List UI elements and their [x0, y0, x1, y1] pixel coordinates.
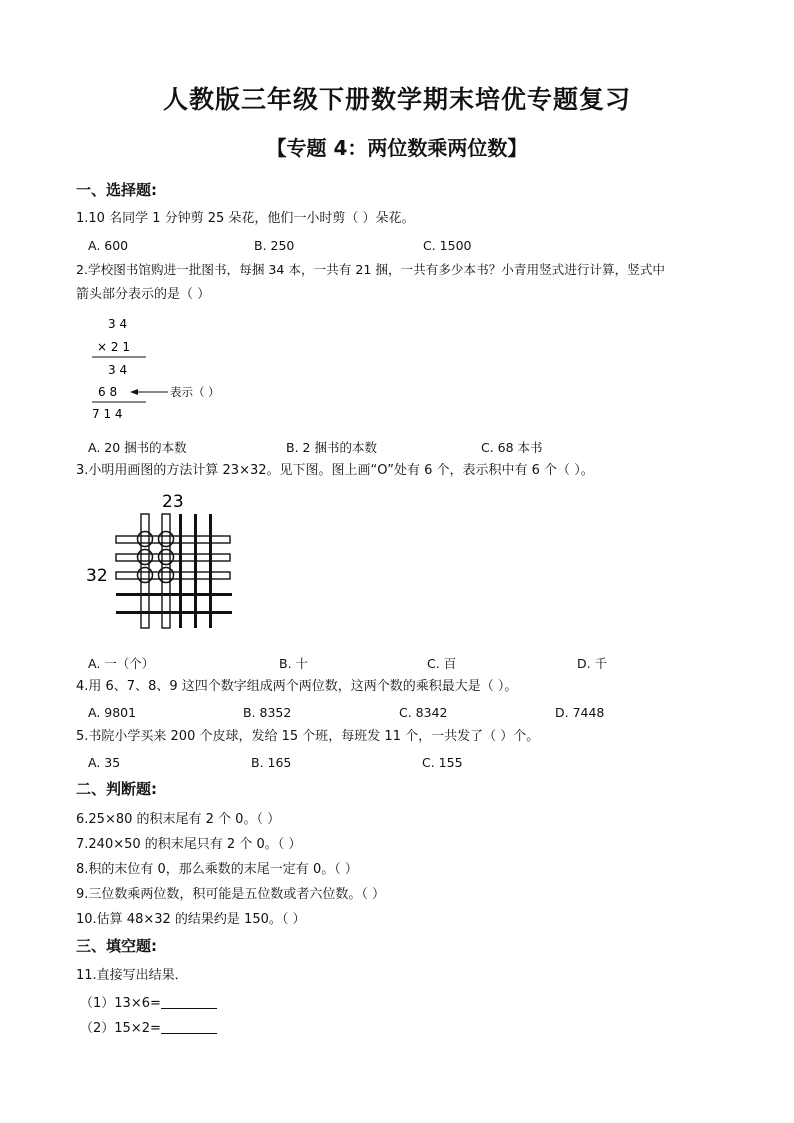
q4-option-a: A. 9801	[88, 705, 137, 720]
figure-row-34: 3 4	[108, 317, 128, 331]
q3-option-b: B. 十	[279, 656, 309, 671]
question-4: 4.用 6、7、8、9 这四个数字组成两个两位数，这两个数的乘积最大是（ ）。	[76, 679, 518, 694]
question-2-line2: 箭头部分表示的是（ ）	[76, 287, 211, 302]
section-judge-heading: 二、判断题:	[76, 780, 157, 798]
figure-label-23: 23	[162, 492, 184, 512]
q5-option-a: A. 35	[88, 755, 121, 770]
q2-option-c: C. 68 本书	[481, 440, 543, 455]
question-11: 11.直接写出结果．	[76, 968, 188, 983]
q4-option-c: C. 8342	[399, 705, 448, 720]
figure-row-714: 7 1 4	[92, 407, 123, 421]
q3-option-d: D. 千	[577, 656, 608, 671]
horizontal-solid-line	[116, 593, 232, 596]
figure-row-68: 6 8	[98, 385, 118, 399]
section-choice-heading: 一、选择题:	[76, 181, 157, 199]
q3-option-c: C. 百	[427, 656, 457, 671]
page-title: 人教版三年级下册数学期末培优专题复习	[162, 85, 631, 114]
figure-arrow-label: 表示（ ）	[170, 385, 220, 399]
q5-option-b: B. 165	[251, 755, 292, 770]
arrow-head-icon	[130, 389, 138, 395]
figure-row-x21: × 2 1	[97, 340, 130, 354]
q1-option-a: A. 600	[88, 238, 129, 253]
answer-blank[interactable]	[161, 1019, 217, 1034]
question-5: 5.书院小学买来 200 个皮球，发给 15 个班，每班发 11 个，一共发了（ ）个。	[76, 729, 540, 744]
horizontal-solid-line	[116, 611, 232, 614]
vertical-solid-line	[209, 514, 212, 628]
q3-option-a: A. 一（个）	[88, 656, 155, 671]
q11-item-1-text: （1）13×6=	[80, 996, 161, 1011]
judge-item-6: 6.25×80 的积末尾有 2 个 0。（ ）	[76, 812, 281, 827]
q2-option-b: B. 2 捆书的本数	[286, 440, 377, 455]
page-subtitle: 【专题 4：两位数乘两位数】	[266, 136, 528, 160]
q2-option-a: A. 20 捆书的本数	[88, 440, 187, 455]
figure-label-32: 32	[86, 566, 108, 586]
q11-item-1	[80, 992, 217, 1016]
question-3: 3.小明用画图的方法计算 23×32。见下图。图上画“O”处有 6 个，表示积中有 6 个（ ）。	[76, 463, 594, 478]
question-2-line1: 2.学校图书馆购进一批图书，每捆 34 本，一共有 21 捆，一共有多少本书？小青用竖式进行计算，竖式中	[76, 262, 666, 277]
answer-blank[interactable]	[161, 994, 217, 1009]
q11-item-2	[80, 1017, 217, 1041]
judge-item-10: 10.估算 48×32 的结果约是 150。（ ）	[76, 912, 306, 927]
q4-option-b: B. 8352	[243, 705, 292, 720]
vertical-solid-line	[179, 514, 182, 628]
q5-option-c: C. 155	[422, 755, 463, 770]
vertical-solid-line	[194, 514, 197, 628]
figure-row-34b: 3 4	[108, 363, 128, 377]
question-1: 1.10 名同学 1 分钟剪 25 朵花，他们一小时剪（ ）朵花。	[76, 211, 415, 226]
q11-item-2-text: （2）15×2=	[80, 1021, 161, 1036]
q1-option-b: B. 250	[254, 238, 295, 253]
line-multiplication-figure	[84, 488, 244, 638]
judge-item-8: 8.积的末位有 0，那么乘数的末尾一定有 0。（ ）	[76, 862, 358, 877]
vertical-multiplication-figure	[86, 312, 256, 424]
judge-item-7: 7.240×50 的积末尾只有 2 个 0。（ ）	[76, 837, 302, 852]
q4-option-d: D. 7448	[555, 705, 605, 720]
section-fill-heading: 三、填空题:	[76, 937, 157, 955]
judge-item-9: 9.三位数乘两位数，积可能是五位数或者六位数。（ ）	[76, 887, 386, 902]
q1-option-c: C. 1500	[423, 238, 472, 253]
